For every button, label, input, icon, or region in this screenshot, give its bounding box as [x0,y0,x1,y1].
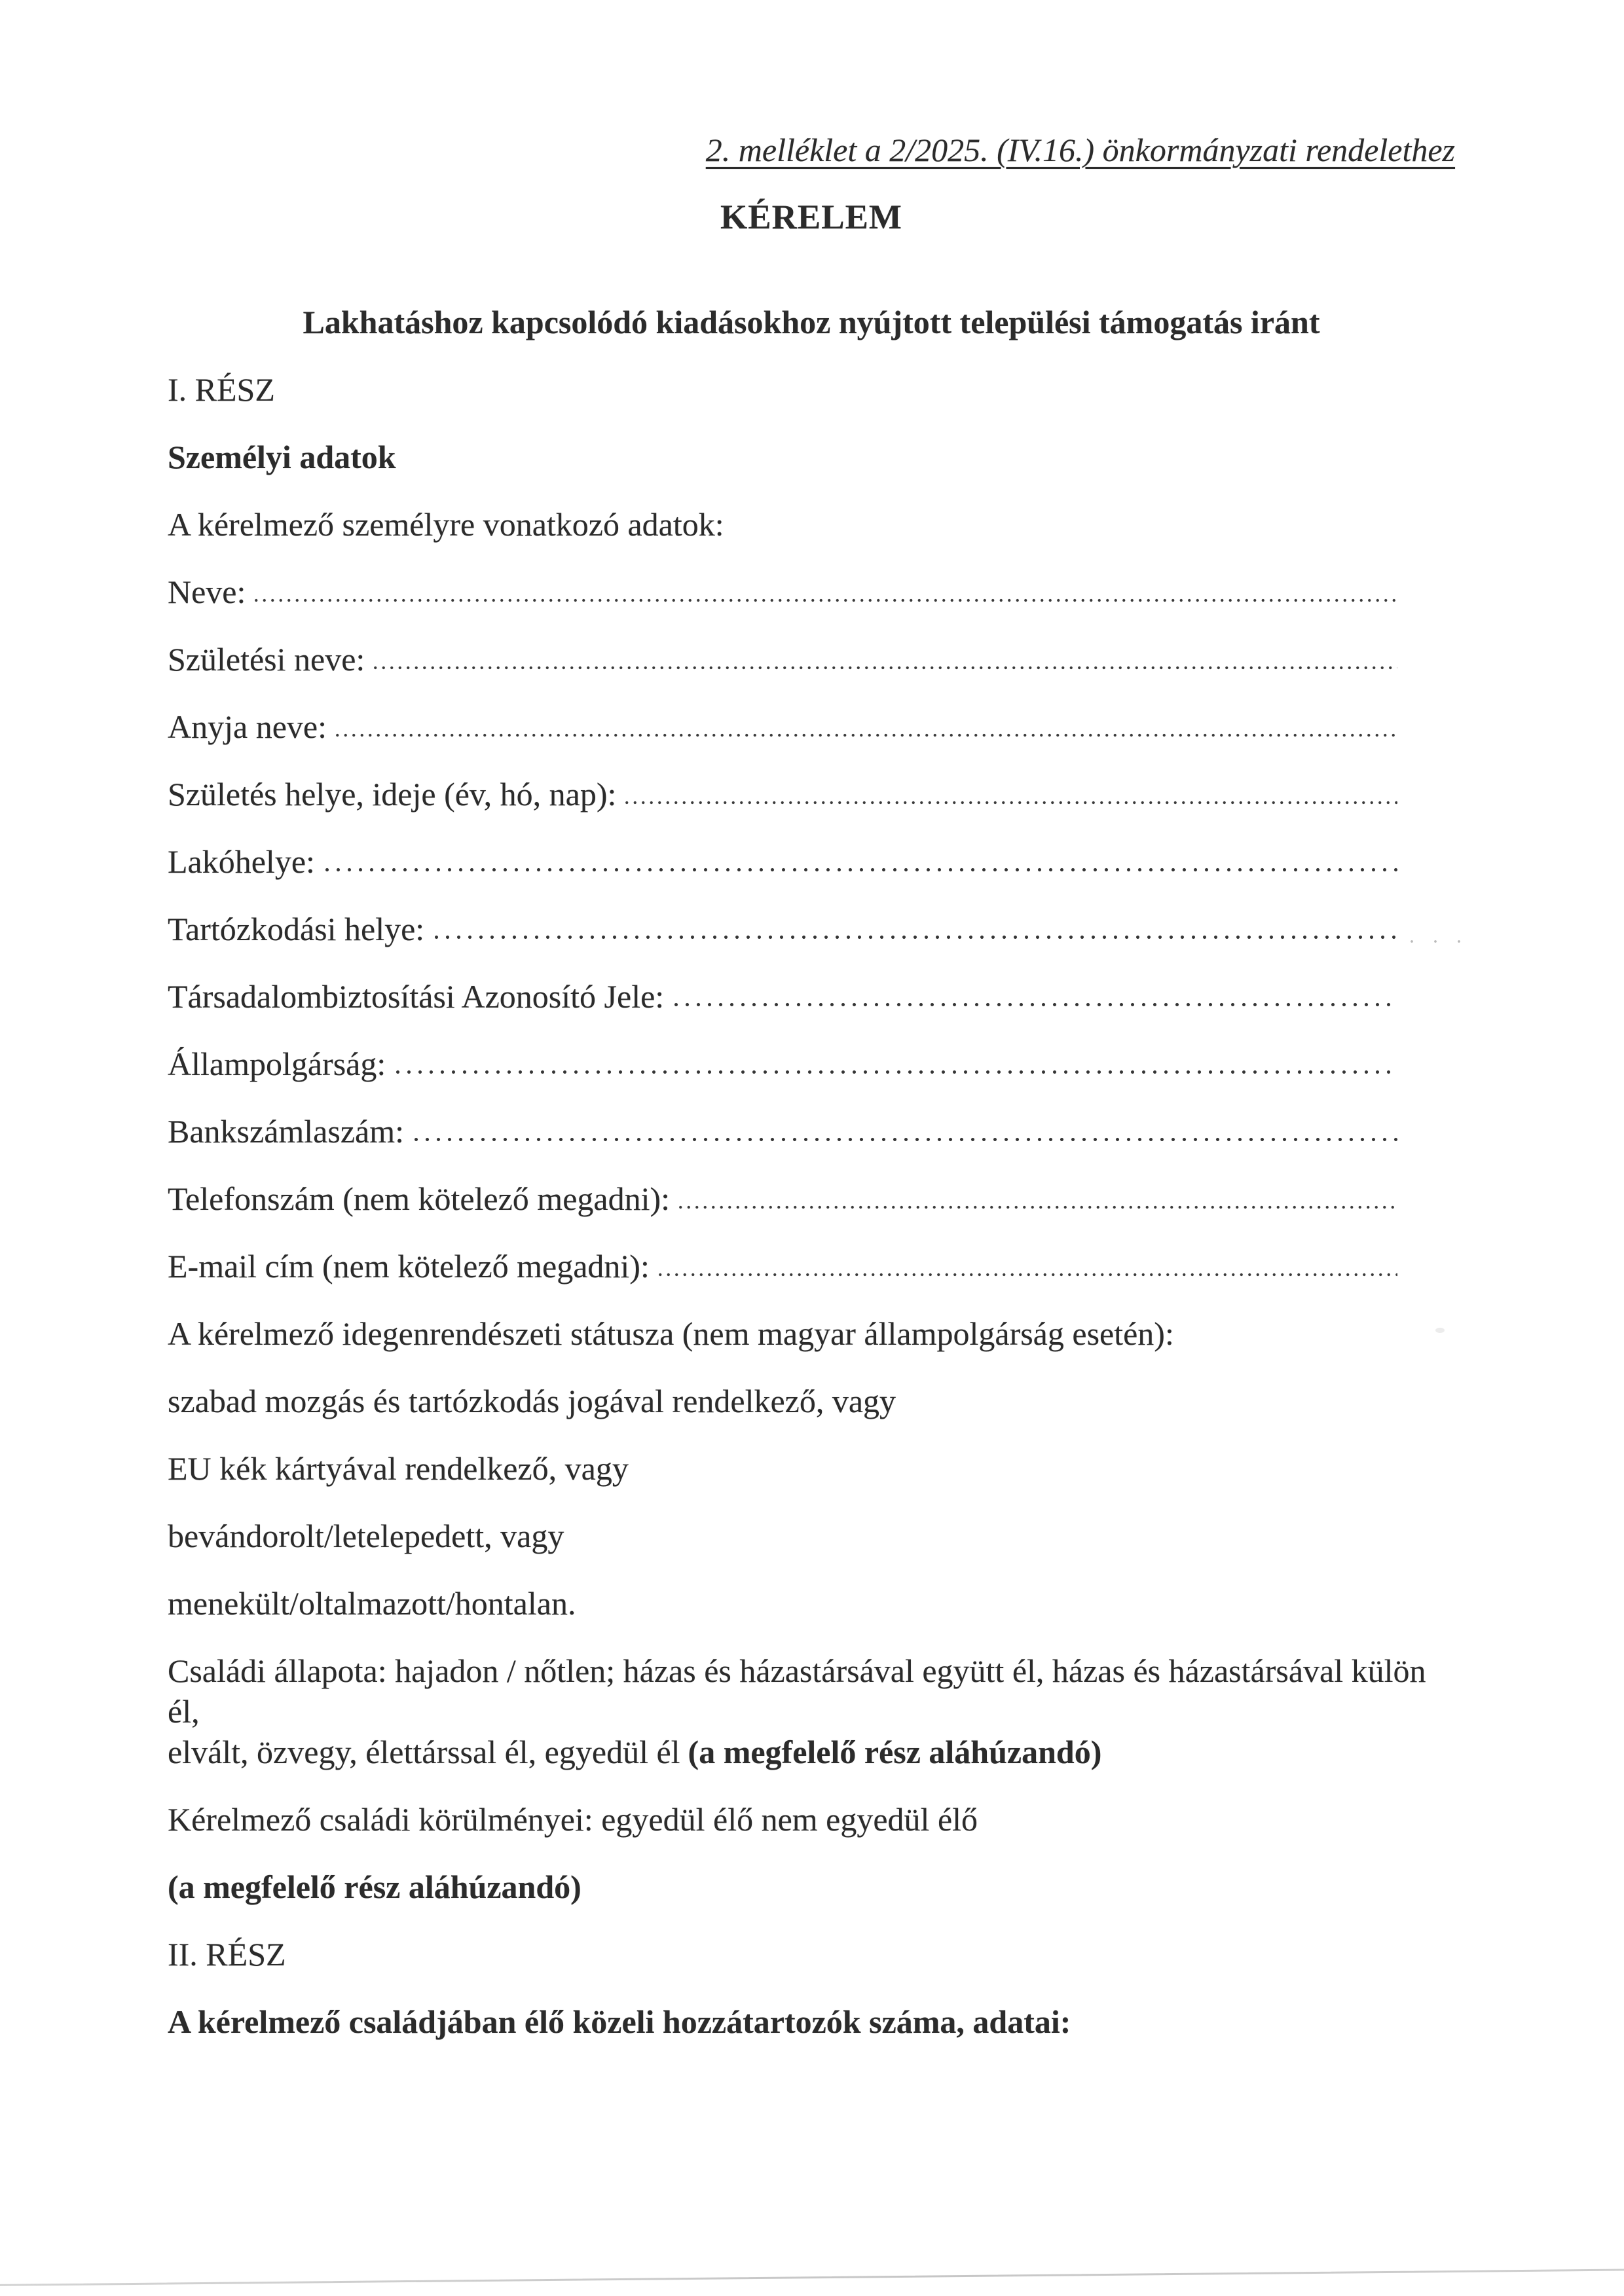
immigration-status-option-immigrant-settled: bevándorolt/letelepedett, vagy [168,1518,564,1554]
field-label-mothers-name: Anyja neve: [168,708,327,745]
field-label-name: Neve: [168,574,246,610]
part2-heading: II. RÉSZ [168,1936,286,1973]
field-row-temporary-residence [168,909,1455,949]
field-row-citizenship [168,1044,1455,1084]
immigration-status-option-free-movement: szabad mozgás és tartózkodás jogával rendelkező, vagy [168,1383,896,1419]
field-row-name [168,572,1455,612]
field-label-birth-place-date: Születés helye, ideje (év, hó, nap): [168,776,617,812]
dotted-fill-line [656,1272,1397,1277]
field-row-birth-place-date [168,774,1455,814]
field-row-mothers-name [168,706,1455,747]
field-row-social-security-id [168,976,1455,1017]
scan-artifact-small-speck [1435,1328,1445,1333]
annex-reference [168,130,1455,170]
form-title: KÉRELEM [720,198,902,236]
part1-section-title: Személyi adatok [168,439,396,475]
household-circumstances-line: Kérelmező családi körülményei: egyedül élő nem egyedül élő [168,1801,978,1838]
field-row-email [168,1246,1455,1286]
field-row-bank-account [168,1111,1455,1152]
marital-status-line-2: elvált, özvegy, élettárssal él, egyedül él [168,1734,680,1770]
immigration-status-option-eu-blue-card: EU kék kártyával rendelkező, vagy [168,1450,629,1487]
dotted-fill-line [671,1002,1397,1008]
marital-status-paragraph [168,1650,1455,1772]
field-row-phone [168,1178,1455,1219]
field-label-phone: Telefonszám (nem kötelező megadni): [168,1180,671,1217]
field-label-social-security-id: Társadalombiztosítási Azonosító Jele: [168,978,665,1015]
field-label-citizenship: Állampolgárság: [168,1046,386,1082]
field-row-birth-name [168,639,1455,680]
marital-underline-note: (a megfelelő rész aláhúzandó) [688,1734,1102,1770]
dotted-fill-line [676,1205,1397,1210]
part1-heading: I. RÉSZ [168,371,275,408]
scan-artifact-bottom-line [0,2269,1624,2286]
dotted-fill-line [333,733,1397,738]
marital-status-line-1: Családi állapota: hajadon / nőtlen; házas és házastársával együtt él, házas és házastársával külön él, [168,1652,1426,1730]
dotted-fill-line [392,1069,1397,1075]
dotted-fill-line [431,934,1397,940]
part1-intro: A kérelmező személyre vonatkozó adatok: [168,506,724,543]
dotted-fill-line [623,800,1397,805]
annex-reference-text: 2. melléklet a 2/2025. (IV.16.) önkormányzati rendelethez [705,132,1455,168]
field-label-temporary-residence: Tartózkodási helye: [168,911,425,947]
immigration-status-intro: A kérelmező idegenrendészeti státusza (nem magyar állampolgárság esetén): [168,1315,1174,1352]
immigration-status-option-refugee: menekült/oltalmazott/hontalan. [168,1585,576,1622]
field-label-birth-name: Születési neve: [168,641,365,678]
field-row-residence [168,841,1455,882]
dotted-fill-line [411,1137,1397,1142]
field-label-email: E-mail cím (nem kötelező megadni): [168,1248,650,1285]
field-label-bank-account: Bankszámlaszám: [168,1113,404,1150]
dotted-fill-line [322,867,1397,873]
dotted-fill-line [371,665,1397,670]
dotted-fill-line [252,598,1397,603]
field-label-residence: Lakóhelye: [168,843,315,880]
scan-artifact-specks [1400,936,1473,947]
part2-section-title: A kérelmező családjában élő közeli hozzátartozók száma, adatai: [168,2003,1071,2040]
underline-instruction-note: (a megfelelő rész aláhúzandó) [168,1868,581,1905]
form-subtitle: Lakhatáshoz kapcsolódó kiadásokhoz nyújtott települési támogatás iránt [303,304,1320,340]
